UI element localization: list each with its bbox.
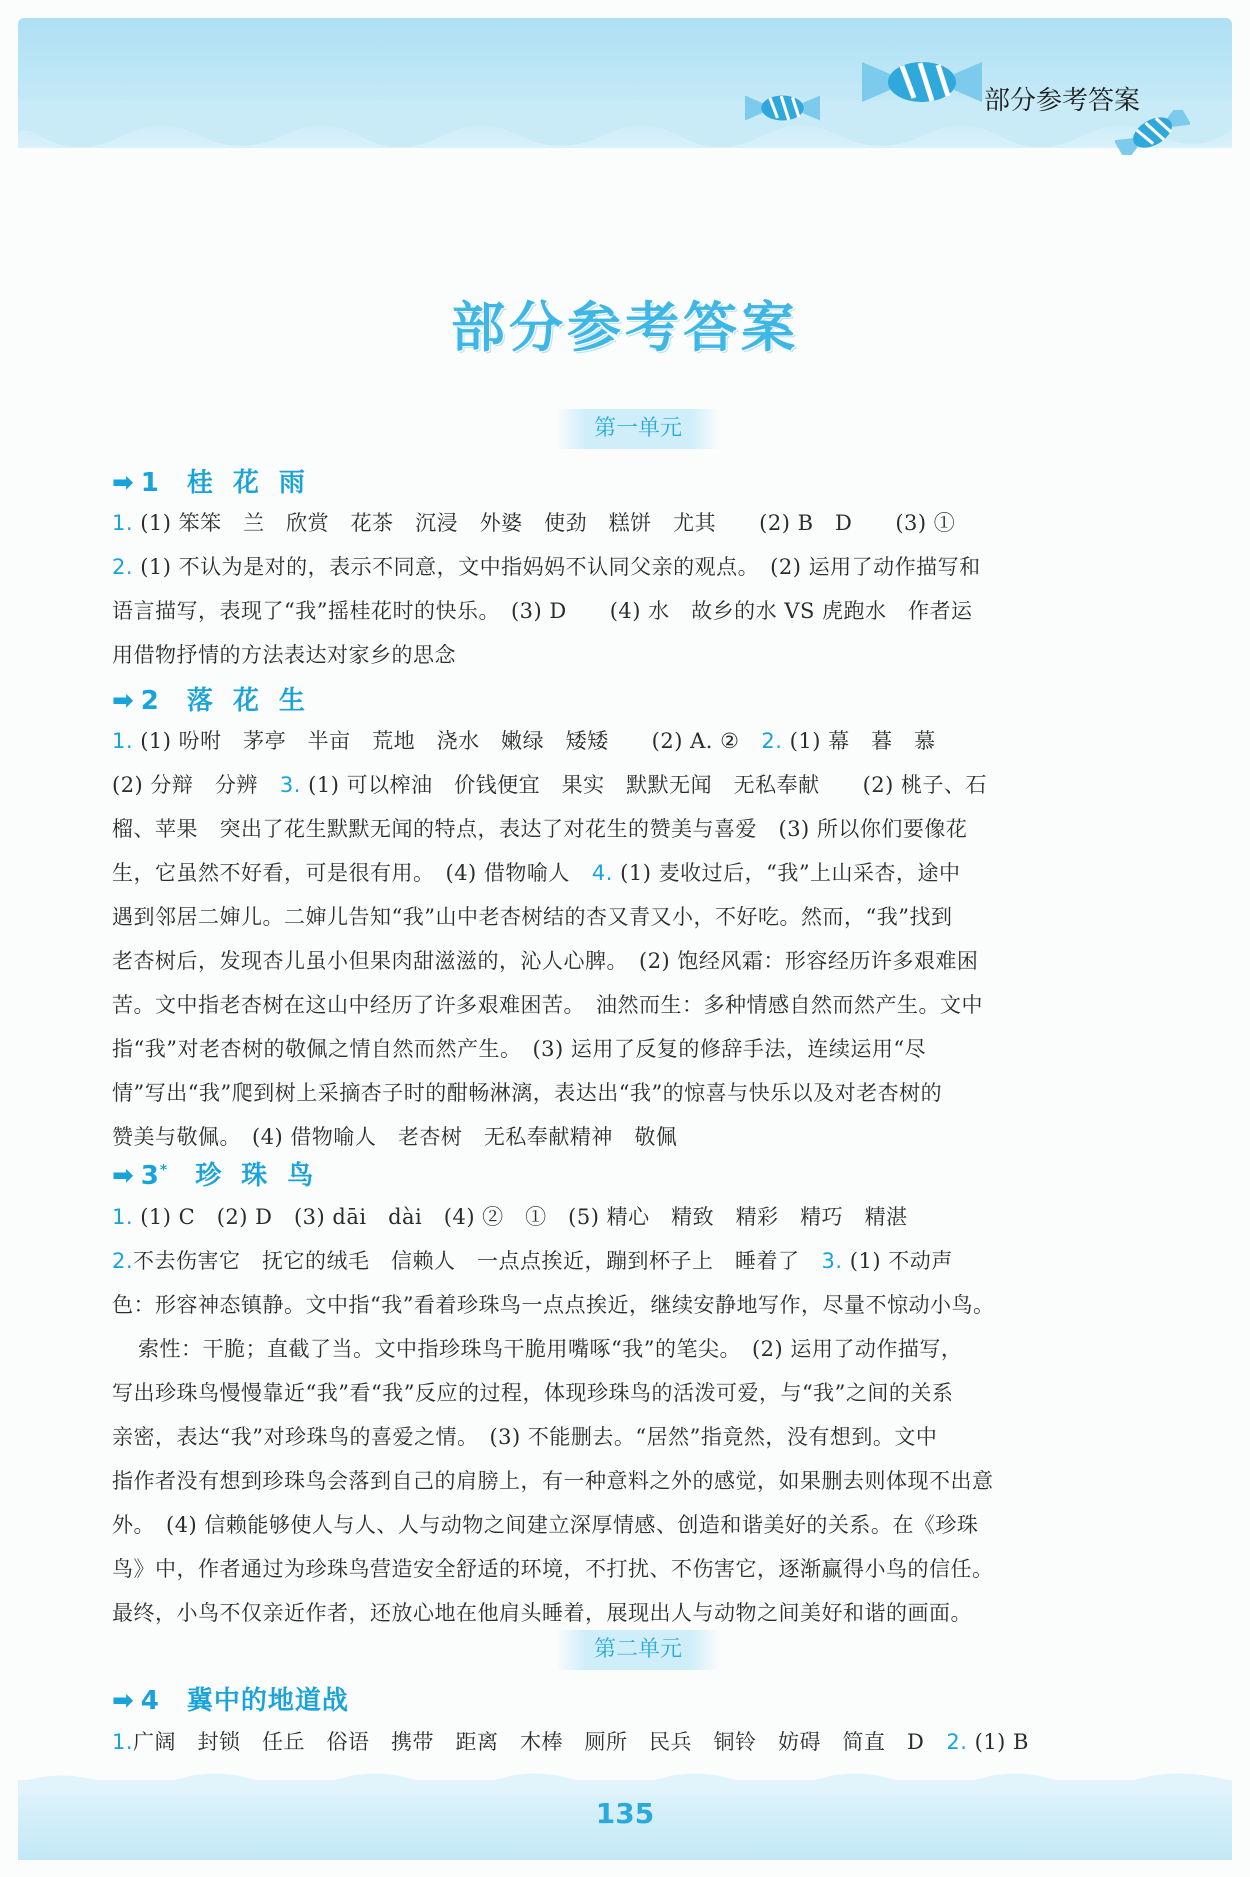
answer-line: 亲密，表达“我”对珍珠鸟的喜爱之情。 (3) 不能删去。“居然”指竟然，没有想到。文中 [112, 1425, 938, 1449]
arrow-icon: ➡ [112, 686, 135, 716]
answer-line: 榴、苹果 突出了花生默默无闻的特点，表达了对花生的赞美与喜爱 (3) 所以你们要像花 [112, 817, 968, 841]
answer-line: 指“我”对老杏树的敬佩之情自然而然产生。 (3) 运用了反复的修辞手法，连续运用“尽 [112, 1037, 927, 1061]
answer-line: 生，它虽然不好看，可是很有用。 (4) 借物喻人 4. (1) 麦收过后，“我”上山采杏，途中 [112, 861, 961, 885]
candy-icon [862, 52, 982, 112]
footer-wave [18, 1765, 1232, 1795]
answer-line: 2. (1) 不认为是对的，表示不同意，文中指妈妈不认同父亲的观点。 (2) 运用了动作描写和 [112, 555, 981, 579]
unit-heading: 第一单元 [556, 409, 720, 449]
answer-line: 1. (1) 笨笨 兰 欣赏 花茶 沉浸 外婆 使劲 糕饼 尤其 (2) B D (3) ① [112, 511, 956, 535]
answer-line: 遇到邻居二婶儿。二婶儿告知“我”山中老杏树结的杏又青又小，不好吃。然而，“我”找到 [112, 905, 953, 929]
candy-icon [745, 88, 820, 128]
page-title: 部分参考答案 [451, 296, 799, 359]
answer-line: 色：形容神态镇静。文中指“我”看着珍珠鸟一点点挨近，继续安静地写作，尽量不惊动小鸟。 [112, 1293, 995, 1317]
page-number: 135 [595, 1797, 655, 1830]
candy-icon [1115, 110, 1190, 155]
lesson-heading: ➡ 1 桂花雨 [112, 468, 325, 498]
arrow-icon: ➡ [112, 468, 135, 498]
answer-line: (2) 分辩 分辨 3. (1) 可以榨油 价钱便宜 果实 默默无闻 无私奉献 (2) 桃子、石 [112, 773, 987, 797]
running-head: 部分参考答案 [983, 86, 1140, 116]
answer-line: 赞美与敬佩。 (4) 借物喻人 老杏树 无私奉献精神 敬佩 [112, 1125, 678, 1149]
answer-line: 1. (1) C (2) D (3) dāi dài (4) ② ① (5) 精心 精致 精彩 精巧 精湛 [112, 1205, 908, 1229]
answer-line: 用借物抒情的方法表达对家乡的思念 [112, 643, 456, 667]
answer-line: 情”写出“我”爬到树上采摘杏子时的酣畅淋漓，表达出“我”的惊喜与快乐以及对老杏树的 [112, 1081, 943, 1105]
answer-line: 老杏树后，发现杏儿虽小但果肉甜滋滋的，沁人心脾。 (2) 饱经风霜：形容经历许多艰难困 [112, 949, 979, 973]
answer-line: 1.广阔 封锁 任丘 俗语 携带 距离 木棒 厕所 民兵 铜铃 妨碍 简直 D 2. (1) B [112, 1730, 1029, 1754]
arrow-icon: ➡ [112, 1161, 135, 1191]
answer-line: 苦。文中指老杏树在这山中经历了许多艰难困苦。 油然而生：多种情感自然而然产生。文中 [112, 993, 983, 1017]
answer-line: 2.不去伤害它 抚它的绒毛 信赖人 一点点挨近，蹦到杯子上 睡着了 3. (1) 不动声 [112, 1249, 953, 1273]
lesson-heading: ➡ 4 冀中的地道战 [112, 1686, 349, 1716]
answer-line: 指作者没有想到珍珠鸟会落到自己的肩膀上，有一种意料之外的感觉，如果删去则体现不出意 [112, 1469, 994, 1493]
answer-line: 语言描写，表现了“我”摇桂花时的快乐。 (3) D (4) 水 故乡的水 VS 虎跑水 作者运 [112, 599, 973, 623]
answer-line: 鸟》中，作者通过为珍珠鸟营造安全舒适的环境，不打扰、不伤害它，逐渐赢得小鸟的信任。 [112, 1557, 994, 1581]
unit-heading: 第二单元 [556, 1630, 720, 1670]
lesson-heading: ➡ 3* 珍珠鸟 [112, 1161, 334, 1191]
answer-line: 最终，小鸟不仅亲近作者，还放心地在他肩头睡着，展现出人与动物之间美好和谐的画面。 [112, 1601, 972, 1625]
arrow-icon: ➡ [112, 1686, 135, 1716]
answer-line: 外。 (4) 信赖能够使人与人、人与动物之间建立深厚情感、创造和谐美好的关系。在《珍珠 [112, 1513, 979, 1537]
answer-line: 1. (1) 吩咐 茅亭 半亩 荒地 浇水 嫩绿 矮矮 (2) A. ② 2. (1) 幕 暮 慕 [112, 729, 936, 753]
answer-line: 写出珍珠鸟慢慢靠近“我”看“我”反应的过程，体现珍珠鸟的活泼可爱，与“我”之间的关系 [112, 1381, 954, 1405]
lesson-heading: ➡ 2 落花生 [112, 686, 325, 716]
answer-line: 索性：干脆；直截了当。文中指珍珠鸟干脆用嘴啄“我”的笔尖。 (2) 运用了动作描写， [138, 1337, 963, 1361]
